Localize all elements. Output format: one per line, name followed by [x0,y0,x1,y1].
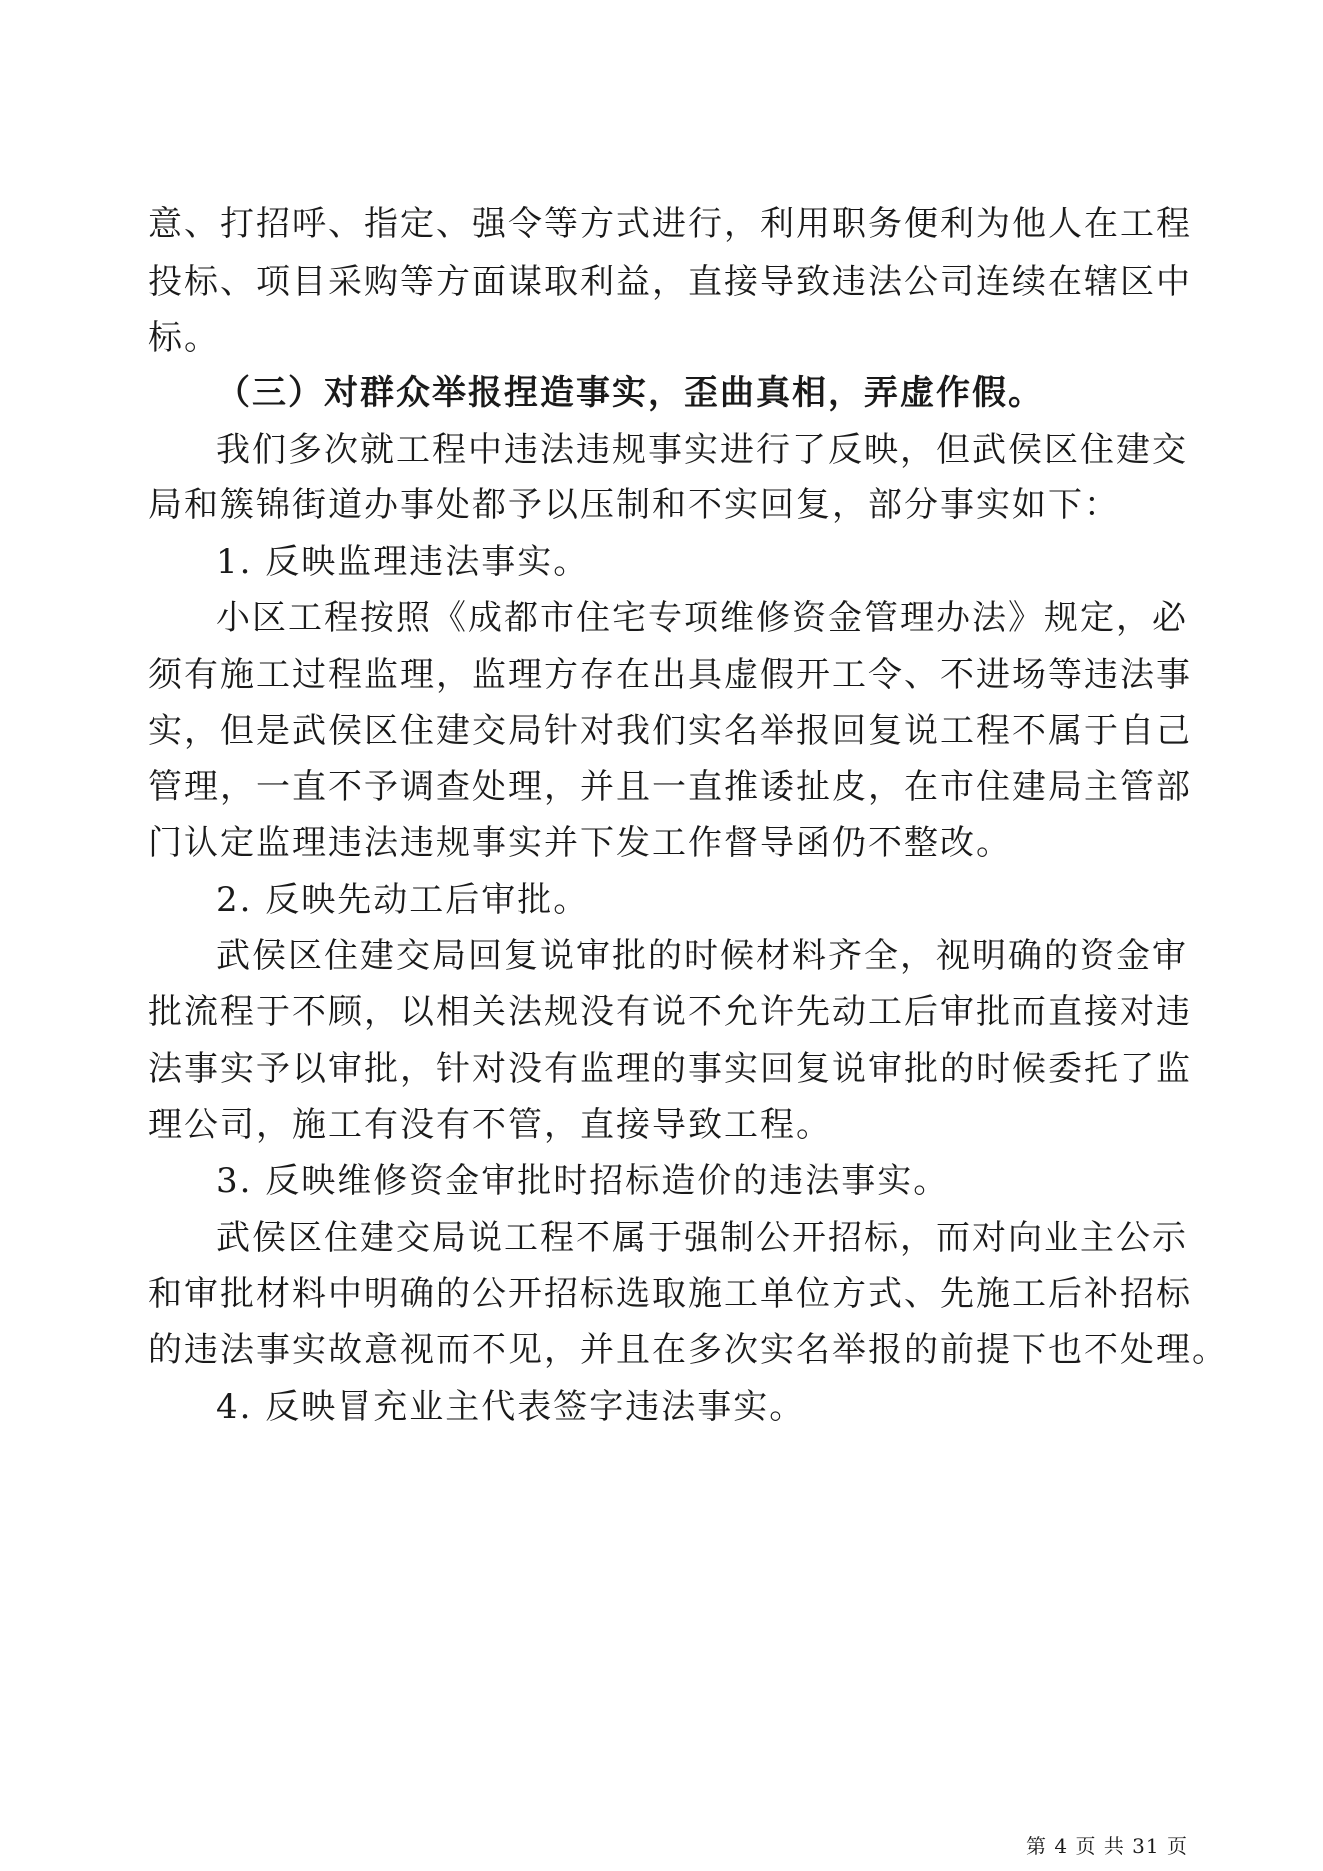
text-line: 理公司，施工有没有不管，直接导致工程。 [148,1105,832,1145]
text-line: 实，但是武侯区住建交局针对我们实名举报回复说工程不属于自己 [148,711,1192,751]
text-line: 批流程于不顾，以相关法规没有说不允许先动工后审批而直接对违 [148,992,1192,1032]
text-line: 武侯区住建交局回复说审批的时候材料齐全，视明确的资金审 [216,936,1188,976]
text-line: 的违法事实故意视而不见，并且在多次实名举报的前提下也不处理。 [148,1330,1228,1370]
list-item-heading: 4. 反映冒充业主代表签字违法事实。 [216,1387,806,1427]
text-line: 武侯区住建交局说工程不属于强制公开招标，而对向业主公示 [216,1218,1188,1258]
text-line: 局和簇锦街道办事处都予以压制和不实回复，部分事实如下： [148,485,1120,525]
page-number: 第 4 页 共 31 页 [1026,1834,1188,1858]
text-line: 法事实予以审批，针对没有监理的事实回复说审批的时候委托了监 [148,1049,1192,1089]
list-item-heading: 2. 反映先动工后审批。 [216,880,590,920]
text-line: 和审批材料中明确的公开招标选取施工单位方式、先施工后补招标 [148,1274,1192,1314]
list-item-heading: 1. 反映监理违法事实。 [216,542,590,582]
text-line: 标。 [148,318,220,358]
text-line: 管理，一直不予调查处理，并且一直推诿扯皮，在市住建局主管部 [148,767,1192,807]
section-heading: （三）对群众举报捏造事实，歪曲真相，弄虚作假。 [216,373,1044,413]
text-line: 我们多次就工程中违法违规事实进行了反映，但武侯区住建交 [216,430,1188,470]
list-item-heading: 3. 反映维修资金审批时招标造价的违法事实。 [216,1161,950,1201]
text-line: 投标、项目采购等方面谋取利益，直接导致违法公司连续在辖区中 [148,262,1192,302]
text-line: 门认定监理违法违规事实并下发工作督导函仍不整改。 [148,823,1012,863]
text-line: 小区工程按照《成都市住宅专项维修资金管理办法》规定，必 [216,598,1188,638]
text-line: 意、打招呼、指定、强令等方式进行，利用职务便利为他人在工程 [148,204,1192,244]
text-line: 须有施工过程监理，监理方存在出具虚假开工令、不进场等违法事 [148,655,1192,695]
